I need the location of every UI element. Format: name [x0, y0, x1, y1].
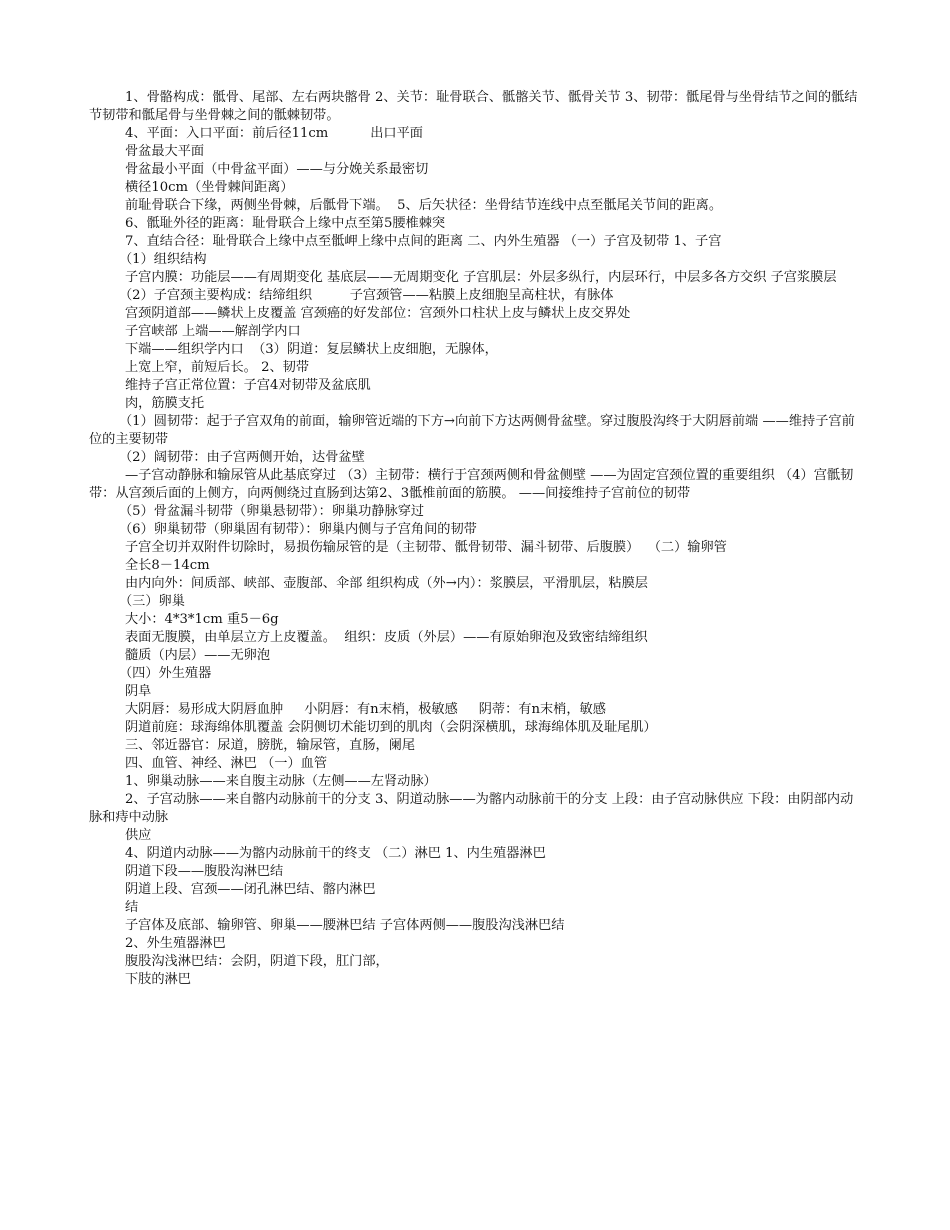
text-line: （四）外生殖器: [119, 666, 212, 681]
text-line: 子宫全切并双附件切除时，易损伤输尿管的是（主韧带、骶骨韧带、漏斗韧带、后腹膜） （二）输卵管: [125, 540, 727, 555]
text-line: （6）卵巢韧带（卵巢固有韧带）：卵巢内侧与子宫角间的韧带: [119, 522, 477, 537]
text-line: 供应: [125, 828, 152, 843]
text-line: —子宫动静脉和输尿管从此基底穿过 （3）主韧带：横行于宫颈两侧和骨盆侧壁 ——为固定宫颈位置的重要组织 （4）宫骶韧带：从宫颈后面的上侧方，向两侧绕过直肠到达第2、3骶椎前面的筋膜。 ——间接维持子宫前位的韧带: [89, 468, 854, 501]
text-line: 骨盆最小平面（中骨盆平面）——与分娩关系最密切: [125, 162, 429, 177]
text-line: 横径10cm（坐骨棘间距离）: [125, 180, 294, 195]
text-line: 子宫体及底部、输卵管、卵巢——腰淋巴结 子宫体两侧——腹股沟浅淋巴结: [125, 918, 565, 933]
text-line: 子宫峡部 上端——解剖学内口: [125, 324, 301, 339]
text-line: 大小：4*3*1cm 重5－6g: [125, 612, 279, 627]
text-line: 2、子宫动脉——来自髂内动脉前干的分支 3、阴道动脉——为髂内动脉前干的分支 上段：由子宫动脉供应 下段：由阴部内动脉和痔中动脉: [89, 792, 854, 825]
text-line: （2）阔韧带：由子宫两侧开始，达骨盆壁: [119, 450, 365, 465]
text-line: 全长8－14cm: [125, 558, 210, 573]
text-line: 肉，筋膜支托: [125, 396, 205, 411]
text-line: （1）组织结构: [119, 252, 207, 267]
text-line: 4、阴道内动脉——为髂内动脉前干的终支 （二）淋巴 1、内生殖器淋巴: [125, 846, 546, 861]
text-line: 前耻骨联合下缘，两侧坐骨棘，后骶骨下端。 5、后矢状径：坐骨结节连线中点至骶尾关节间的距离。: [125, 198, 723, 213]
text-line: （2）子宫颈主要构成：结缔组织 子宫颈管——粘膜上皮细胞呈高柱状，有脉体: [119, 288, 614, 303]
text-line: 阴道上段、宫颈——闭孔淋巴结、髂内淋巴: [125, 882, 376, 897]
text-line: 子宫内膜：功能层——有周期变化 基底层——无周期变化 子宫肌层：外层多纵行，内层环行，中层多各方交织 子宫浆膜层: [125, 270, 837, 285]
text-line: 骨盆最大平面: [125, 144, 205, 159]
text-line: 腹股沟浅淋巴结：会阴，阴道下段，肛门部，: [125, 954, 389, 969]
text-line: 上宽上窄，前短后长。 2、韧带: [125, 360, 310, 375]
text-line: 结: [125, 900, 139, 915]
text-line: 2、外生殖器淋巴: [125, 936, 226, 951]
text-line: 髓质（内层）——无卵泡: [125, 648, 271, 663]
text-line: 阴道前庭：球海绵体肌覆盖 会阴侧切术能切到的肌肉（会阴深横肌，球海绵体肌及耻尾肌）: [125, 720, 657, 735]
text-line: 下肢的淋巴: [125, 972, 191, 987]
text-line: 三、邻近器官：尿道，膀胱，输尿管，直肠，阑尾: [125, 738, 416, 753]
document-body: [89, 89, 859, 989]
text-line: （三）卵巢: [119, 594, 185, 609]
text-line: 维持子宫正常位置：子宫4对韧带及盆底肌: [125, 378, 371, 393]
text-line: 下端——组织学内口 （3）阴道：复层鳞状上皮细胞，无腺体，: [125, 342, 498, 357]
text-line: 1、卵巢动脉——来自腹主动脉（左侧——左肾动脉）: [125, 774, 437, 789]
text-line: 7、直结合径：耻骨联合上缘中点至骶岬上缘中点间的距离 二、内外生殖器 （一）子宫及韧带 1、子宫: [125, 234, 722, 249]
text-line: 1、骨骼构成：骶骨、尾部、左右两块髂骨 2、关节：耻骨联合、骶髂关节、骶骨关节 3、韧带：骶尾骨与坐骨结节之间的骶结节韧带和骶尾骨与坐骨棘之间的骶棘韧带。: [89, 90, 858, 123]
text-line: （1）圆韧带：起于子宫双角的前面，输卵管近端的下方→向前下方达两侧骨盆壁。穿过腹股沟终于大阴唇前端 ——维持子宫前位的主要韧带: [89, 414, 855, 447]
text-line: 宫颈阴道部——鳞状上皮覆盖 宫颈癌的好发部位：宫颈外口柱状上皮与鳞状上皮交界处: [125, 306, 631, 321]
text-line: 4、平面：入口平面：前后径11cm 出口平面: [125, 126, 423, 141]
text-line: 阴阜: [125, 684, 152, 699]
text-line: （5）骨盆漏斗韧带（卵巢悬韧带）：卵巢功静脉穿过: [119, 504, 425, 519]
text-line: 6、骶耻外径的距离：耻骨联合上缘中点至第5腰椎棘突: [125, 216, 446, 231]
text-line: 由内向外：间质部、峡部、壶腹部、伞部 组织构成（外→内）：浆膜层，平滑肌层，粘膜层: [125, 576, 648, 591]
text-line: 阴道下段——腹股沟淋巴结: [125, 864, 284, 879]
text-line: 四、血管、神经、淋巴 （一）血管: [125, 756, 328, 771]
text-line: 表面无腹膜，由单层立方上皮覆盖。 组织：皮质（外层）——有原始卵泡及致密结缔组织: [125, 630, 648, 645]
text-line: 大阴唇：易形成大阴唇血肿 小阴唇：有n末梢，极敏感 阴蒂：有n末梢，敏感: [125, 702, 606, 717]
